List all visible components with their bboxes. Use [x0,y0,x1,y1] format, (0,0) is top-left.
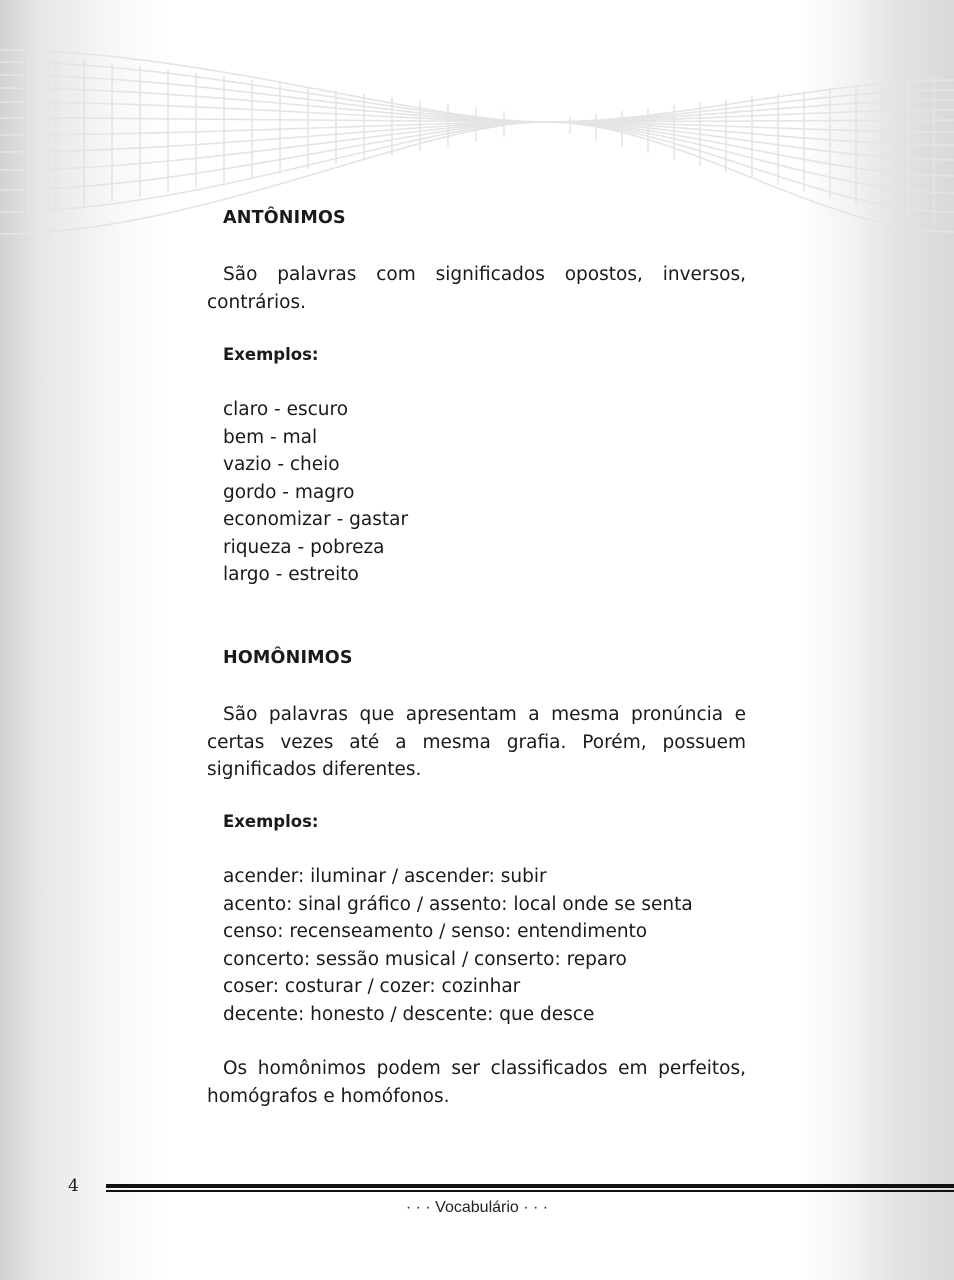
example-item: censo: recenseamento / senso: entendimento [223,921,648,942]
example-item: acender: iluminar / ascender: subir [223,866,547,887]
heading-antonimos: ANTÔNIMOS [223,208,346,228]
antonimos-examples-label: Exemplos: [223,345,319,364]
header-grid-decoration [0,0,954,260]
example-item: acento: sinal gráfico / assento: local onde se senta [223,893,693,915]
example-item: vazio - cheio [223,454,340,475]
example-item: claro - escuro [223,399,349,420]
homonimos-closing: Os homônimos podem ser classificados em perfeitos, homógrafos e homófonos. [207,1058,746,1107]
example-item: gordo - magro [223,481,355,503]
homonimos-examples-label: Exemplos: [223,812,319,831]
example-item: bem - mal [223,426,318,448]
example-item: concerto: sessão musical / conserto: reparo [223,948,627,970]
homonimos-description: São palavras que apresentam a mesma pronúncia e certas vezes até a mesma grafia. Porém, possuem significados diferentes. [207,704,746,780]
heading-homonimos: HOMÔNIMOS [223,648,353,668]
footer-title: · · · Vocabulário · · · [405,1199,549,1216]
example-item: riqueza - pobreza [223,536,385,558]
example-item: economizar - gastar [223,509,409,530]
antonimos-description: São palavras com significados opostos, inversos, contrários. [207,264,746,313]
footer-rule [106,1184,954,1193]
example-item: decente: honesto / descente: que desce [223,1003,595,1025]
antonimos-examples-list [223,396,408,589]
page-number: 4 [68,1176,79,1196]
homonimos-examples-list [223,863,693,1028]
example-item: coser: costurar / cozer: cozinhar [223,976,521,997]
example-item: largo - estreito [223,564,359,585]
